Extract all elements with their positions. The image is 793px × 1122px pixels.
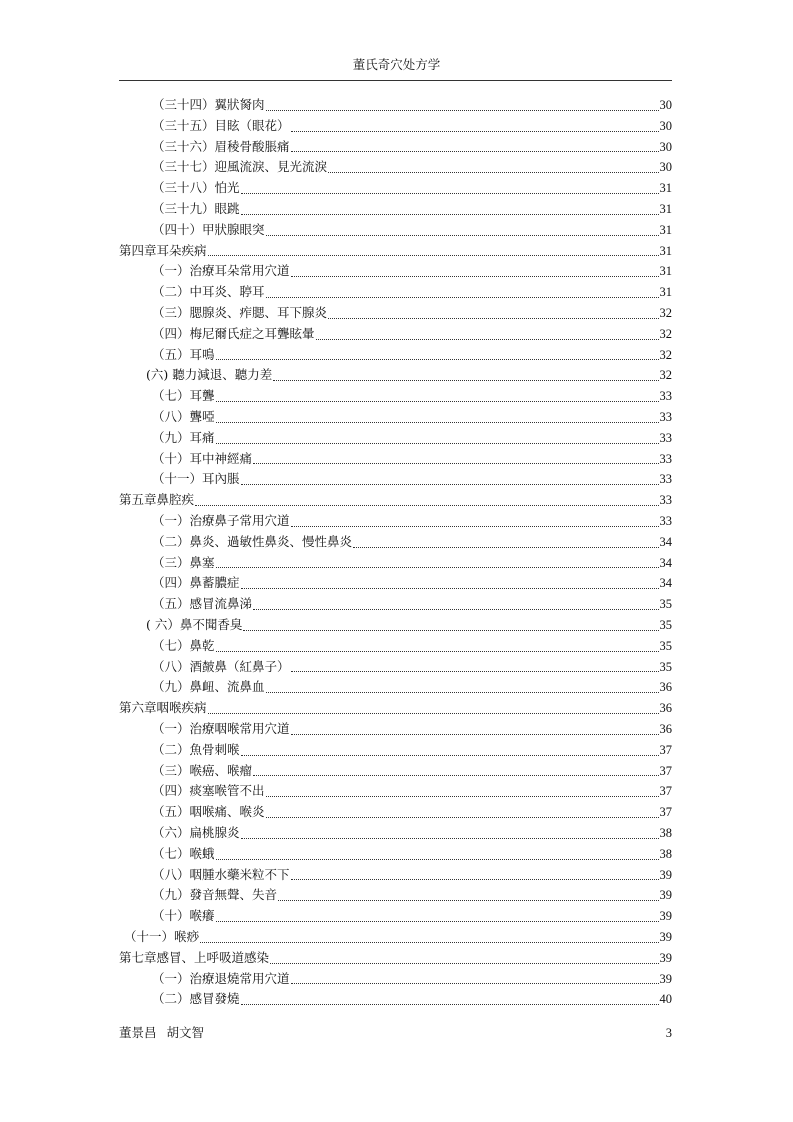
toc-entry-page: 38 [659, 826, 672, 840]
toc-entry-label: （七）耳聾 [152, 388, 215, 404]
toc-entry-label: （九）發音無聲、失音 [152, 887, 278, 903]
toc-section-entry[interactable] [0, 594, 793, 615]
toc-entry-label: （八）咽腫水藥米粒不下 [152, 866, 290, 882]
toc-entry-page: 30 [659, 160, 672, 175]
toc-chapter-entry[interactable] [0, 241, 793, 262]
toc-entry-label: （四）鼻蓄膿症 [152, 575, 240, 591]
toc-entry-page: 37 [659, 742, 672, 757]
toc-entry-page: 39 [659, 950, 672, 965]
toc-entry-page: 31 [659, 222, 672, 237]
toc-entry-page: 39 [659, 930, 672, 944]
toc-chapter-entry[interactable] [0, 490, 793, 511]
toc-section-entry[interactable] [0, 157, 793, 178]
toc-entry-page: 31 [659, 202, 672, 216]
toc-entry-label: （二）鼻炎、過敏性鼻炎、慢性鼻炎 [152, 533, 353, 549]
toc-entry-page: 31 [659, 243, 672, 258]
toc-section-entry[interactable] [0, 989, 793, 1010]
toc-leader-dots [208, 254, 659, 256]
toc-entry-page: 33 [659, 493, 672, 508]
toc-entry-label: （五）耳鳴 [152, 346, 215, 362]
toc-entry-label: （一）治療鼻子常用穴道 [152, 513, 290, 528]
toc-leader-dots [200, 941, 658, 943]
toc-entry-label: （十一）耳內脹 [152, 471, 240, 487]
toc-section-entry[interactable] [0, 261, 793, 282]
toc-section-entry[interactable] [0, 719, 793, 740]
toc-entry-label: 第六章咽喉疾病 [119, 700, 207, 716]
toc-entry-label: （十）耳中神經痛 [152, 450, 253, 466]
toc-section-entry[interactable] [0, 885, 793, 906]
toc-leader-dots [266, 296, 659, 298]
toc-entry-page: 32 [659, 347, 672, 362]
toc-leader-dots [241, 213, 659, 215]
toc-entry-label: （三十九）眼跳 [152, 201, 240, 216]
toc-entry-page: 35 [659, 638, 672, 653]
toc-section-entry[interactable] [0, 407, 793, 428]
toc-section-entry[interactable] [0, 469, 793, 490]
toc-entry-page: 37 [659, 805, 672, 820]
page-header-title: 董氏奇穴处方学 [352, 57, 441, 72]
toc-leader-dots [208, 712, 659, 714]
toc-entry-page: 39 [659, 867, 672, 882]
toc-entry-page: 33 [659, 451, 672, 466]
toc-section-entry[interactable] [0, 386, 793, 407]
toc-entry-label: （五）感冒流鼻涕 [152, 596, 253, 612]
toc-entry-label: （三）腮腺炎、痄腮、耳下腺炎 [152, 305, 328, 320]
toc-entry-page: 30 [659, 118, 672, 133]
toc-section-entry[interactable] [0, 865, 793, 886]
toc-section-entry[interactable] [0, 802, 793, 823]
toc-entry-page: 30 [659, 98, 672, 112]
toc-section-entry[interactable] [0, 636, 793, 657]
toc-entry-page: 31 [659, 264, 672, 279]
toc-entry-label: （九）鼻衄、流鼻血 [152, 679, 265, 695]
toc-entry-page: 36 [659, 680, 672, 695]
toc-section-entry[interactable] [0, 428, 793, 449]
toc-leader-dots [253, 608, 658, 610]
toc-leader-dots [216, 421, 659, 423]
toc-leader-dots [266, 234, 659, 236]
toc-leader-dots [241, 483, 659, 485]
toc-section-entry[interactable] [0, 553, 793, 574]
toc-leader-dots [278, 899, 658, 901]
toc-section-entry[interactable] [0, 365, 793, 386]
toc-leader-dots [253, 774, 658, 776]
toc-leader-dots [243, 629, 658, 631]
footer-page-number: 3 [665, 1026, 672, 1040]
toc-leader-dots [216, 858, 659, 860]
toc-entry-label: 第四章耳朵疾病 [119, 242, 207, 258]
toc-entry-page: 35 [659, 618, 672, 632]
toc-section-entry[interactable] [0, 303, 793, 324]
toc-leader-dots [241, 1003, 659, 1005]
toc-section-entry[interactable] [0, 178, 793, 199]
toc-entry-label: （三）喉癌、喉瘤 [152, 762, 253, 778]
toc-section-entry[interactable] [0, 199, 793, 220]
toc-leader-dots [328, 171, 658, 173]
toc-entry-page: 33 [659, 472, 672, 487]
toc-entry-label: （三十八）怕光 [152, 180, 240, 196]
toc-section-entry[interactable] [0, 345, 793, 366]
toc-entry-page: 36 [659, 722, 672, 736]
toc-leader-dots [328, 317, 658, 319]
toc-leader-dots [291, 670, 659, 672]
toc-entry-label: （三十七）迎風流淚、見光流淚 [152, 159, 328, 175]
toc-leader-dots [266, 691, 659, 693]
toc-section-entry[interactable] [0, 969, 793, 990]
toc-entry-label: （十）喉癢 [152, 908, 215, 924]
toc-entry-label: (六) 聽力減退、聽力差 [146, 367, 273, 383]
toc-entry-page: 32 [659, 368, 672, 383]
toc-entry-label: （三十五）目眩（眼花） [152, 117, 290, 133]
toc-leader-dots [291, 275, 659, 277]
toc-entry-label: （九）耳痛 [152, 429, 215, 445]
toc-leader-dots [195, 504, 658, 506]
footer-authors: 董景昌 胡文智 [119, 1025, 204, 1040]
toc-entry-label: （七）鼻乾 [152, 637, 215, 653]
toc-leader-dots [291, 525, 659, 527]
toc-entry-page: 36 [659, 701, 672, 716]
toc-entry-page: 35 [659, 597, 672, 612]
toc-leader-dots [291, 878, 659, 880]
toc-entry-label: （五）咽喉痛、喉炎 [152, 804, 265, 820]
toc-leader-dots [216, 442, 659, 444]
toc-entry-page: 31 [659, 285, 672, 300]
toc-leader-dots [266, 795, 659, 797]
toc-section-entry[interactable] [0, 95, 793, 116]
toc-leader-dots [273, 379, 658, 381]
toc-leader-dots [216, 920, 659, 922]
toc-entry-page: 40 [659, 992, 672, 1007]
toc-leader-dots [291, 150, 659, 152]
toc-section-entry[interactable] [0, 781, 793, 802]
toc-entry-page: 35 [659, 659, 672, 674]
toc-leader-dots [241, 192, 659, 194]
toc-entry-page: 38 [659, 846, 672, 861]
toc-entry-label: （四十）甲狀腺眼突 [152, 221, 265, 237]
toc-leader-dots [266, 816, 659, 818]
toc-entry-page: 31 [659, 181, 672, 196]
toc-leader-dots [291, 733, 659, 735]
toc-leader-dots [241, 754, 659, 756]
toc-leader-dots [291, 130, 659, 132]
toc-section-entry[interactable] [0, 220, 793, 241]
toc-entry-page: 37 [659, 784, 672, 799]
toc-leader-dots [241, 587, 659, 589]
toc-section-entry[interactable] [0, 677, 793, 698]
toc-entry-page: 39 [659, 888, 672, 903]
toc-entry-label: ( 六）鼻不聞香臭 [146, 617, 243, 632]
toc-entry-label: （三十四）翼狀胬肉 [152, 97, 265, 112]
toc-section-entry[interactable] [0, 449, 793, 470]
toc-leader-dots [216, 358, 659, 360]
toc-entry-page: 33 [659, 514, 672, 528]
toc-entry-page: 33 [659, 430, 672, 445]
toc-entry-label: 第七章感冒、上呼吸道感染 [119, 949, 270, 965]
toc-leader-dots [291, 982, 659, 984]
toc-section-entry[interactable] [0, 740, 793, 761]
toc-section-entry[interactable] [0, 823, 793, 844]
toc-entry-label: （八）酒皶鼻（紅鼻子） [152, 658, 290, 674]
toc-entry-label: （七）喉蛾 [152, 845, 215, 861]
toc-leader-dots [253, 462, 658, 464]
toc-section-entry[interactable] [0, 116, 793, 137]
toc-entry-label: （四）梅尼爾氏症之耳聾眩暈 [152, 325, 315, 341]
toc-leader-dots [216, 400, 659, 402]
toc-chapter-entry[interactable] [0, 948, 793, 969]
toc-section-entry[interactable] [0, 324, 793, 345]
toc-leader-dots [270, 962, 658, 964]
toc-entry-page: 34 [659, 555, 672, 570]
toc-entry-page: 39 [659, 971, 672, 986]
toc-leader-dots [216, 650, 659, 652]
toc-entry-page: 34 [659, 576, 672, 591]
toc-entry-label: 第五章鼻腔疾 [119, 492, 195, 508]
toc-section-entry[interactable] [0, 137, 793, 158]
toc-entry-label: （一）治療退燒常用穴道 [152, 970, 290, 986]
toc-section-entry[interactable] [0, 761, 793, 782]
toc-leader-dots [316, 338, 659, 340]
toc-section-entry[interactable] [0, 927, 793, 948]
toc-entry-page: 33 [659, 410, 672, 424]
toc-entry-page: 32 [659, 326, 672, 341]
toc-section-entry[interactable] [0, 532, 793, 553]
toc-section-entry[interactable] [0, 657, 793, 678]
toc-entry-label: （八）聾啞 [152, 409, 215, 424]
toc-section-entry[interactable] [0, 906, 793, 927]
toc-entry-page: 33 [659, 389, 672, 404]
toc-entry-label: （六）扁桃腺炎 [152, 825, 240, 840]
toc-section-entry[interactable] [0, 615, 793, 636]
toc-entry-label: （四）痰塞喉管不出 [152, 783, 265, 799]
toc-entry-label: （三）鼻塞 [152, 554, 215, 570]
toc-entry-label: （一）治療咽喉常用穴道 [152, 721, 290, 736]
toc-entry-label: （三十六）眉稜骨酸脹痛 [152, 138, 290, 154]
toc-leader-dots [241, 837, 659, 839]
toc-section-entry[interactable] [0, 844, 793, 865]
toc-entry-label: （二）魚骨刺喉 [152, 741, 240, 757]
toc-entry-page: 39 [659, 909, 672, 924]
toc-leader-dots [216, 566, 659, 568]
toc-chapter-entry[interactable] [0, 698, 793, 719]
toc-entry-label: （二）中耳炎、聤耳 [152, 284, 265, 300]
toc-entry-label: （十一）喉痧 [124, 929, 200, 944]
toc-entry-label: （二）感冒發燒 [152, 991, 240, 1007]
toc-entry-page: 34 [659, 534, 672, 549]
header-divider [119, 80, 672, 81]
toc-entry-page: 37 [659, 763, 672, 778]
toc-entry-page: 30 [659, 139, 672, 154]
toc-section-entry[interactable] [0, 511, 793, 532]
toc-section-entry[interactable] [0, 282, 793, 303]
toc-entry-page: 32 [659, 306, 672, 320]
toc-leader-dots [266, 109, 659, 111]
toc-entry-label: （一）治療耳朵常用穴道 [152, 263, 290, 279]
toc-section-entry[interactable] [0, 573, 793, 594]
toc-leader-dots [353, 546, 658, 548]
